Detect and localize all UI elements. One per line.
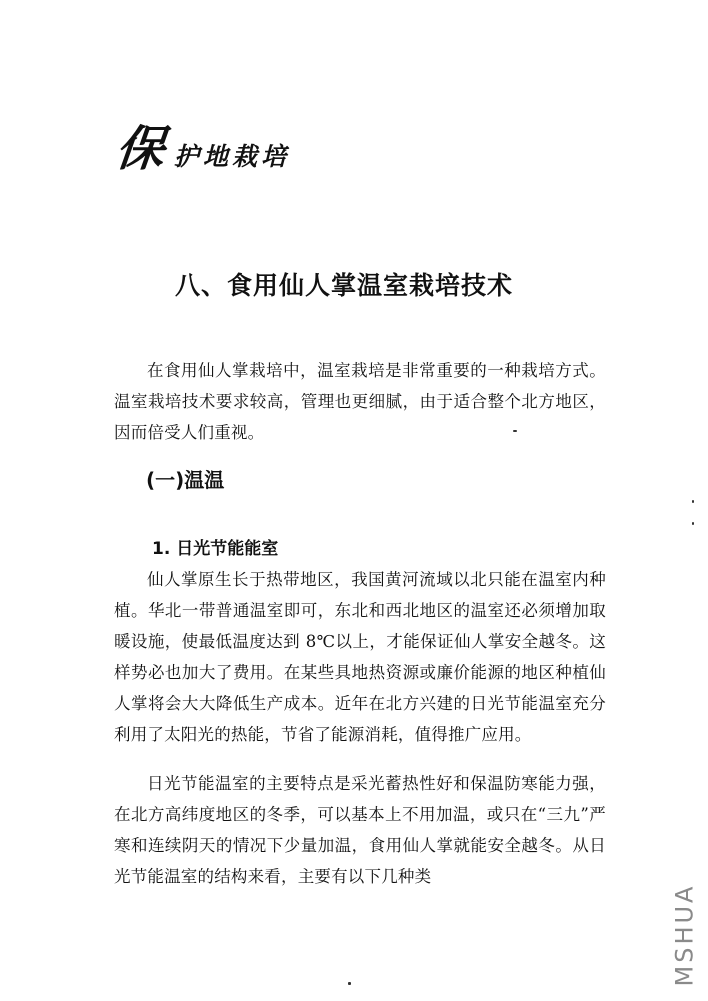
chapter-title [113,121,291,177]
chapter-title-initial: 保 [113,121,167,177]
intro-paragraph: 在食用仙人掌栽培中，温室栽培是非常重要的一种栽培方式。温室栽培技术要求较高，管理也更细腻，由于适合整个北方地区，因而倍受人们重视。 [114,361,606,442]
scan-speck [692,522,694,525]
section-title: 八、食用仙人掌温室栽培技术 [175,271,514,300]
chapter-title-rest: 护地栽培 [174,142,291,171]
watermark [664,880,704,990]
scan-speck [348,982,351,985]
scan-speck [692,500,694,503]
body-paragraph-2: 日光节能温室的主要特点是采光蓄热性好和保温防寒能力强，在北方高纬度地区的冬季，可以基本上不用加温，或只在“三九”严寒和连续阴天的情况下少量加温，食用仙人掌就能安全越冬。从日光节能温室的结构来看，主要有以下几种类 [114,774,606,886]
item-title: 1. 日光节能能室 [152,539,279,559]
scan-speck [513,430,517,432]
body-paragraph-1: 仙人掌原生长于热带地区，我国黄河流域以北只能在温室内种植。华北一带普通温室即可，东北和西北地区的温室还必须增加取暖设施，使最低温度达到 8℃以上，才能保证仙人掌安全越冬。这样势必也加大了费用。在某些具地热资源或廉价能源的地区种植仙人掌将会大大降低生产成本。近年在北方兴建的日光节能温室充分利用了太阳光的热能，节省了能源消耗，值得推广应用。 [114,570,606,744]
watermark-text: MSHUA [670,883,699,987]
subsection-title: (一)温温 [146,468,225,492]
